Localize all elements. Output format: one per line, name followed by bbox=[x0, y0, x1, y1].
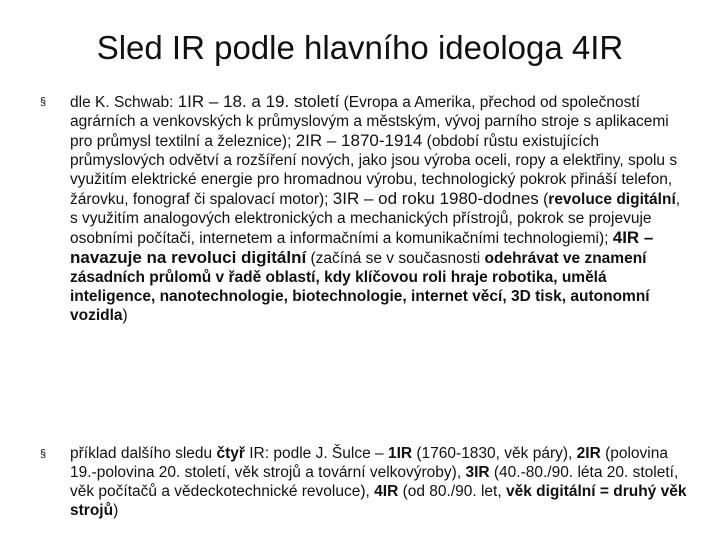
text-segment: příklad dalšího sledu bbox=[70, 445, 217, 462]
text-segment: IR: podle J. Šulce – bbox=[244, 445, 388, 462]
text-segment: 2IR bbox=[576, 445, 601, 462]
text-segment: 1IR – 18. a 19. století bbox=[177, 92, 340, 111]
bullet-marker-icon: § bbox=[40, 448, 47, 460]
text-segment: (od 80./90. let, bbox=[398, 483, 506, 500]
text-segment: 4IR – navazuje na revoluci digitální bbox=[70, 228, 654, 267]
text-segment: (polovina 19.-polovina 20. století, věk strojů a tovární velkovýroby), bbox=[70, 445, 668, 481]
text-segment: (1760-1830, věk páry), bbox=[412, 445, 577, 462]
bullet-text bbox=[70, 92, 690, 325]
text-segment: (40.-80./90. léta 20. století, věk počítačů a vědeckotechnické revoluce), bbox=[70, 464, 679, 500]
text-segment: 1IR bbox=[387, 445, 413, 462]
bullet-item-schwab bbox=[40, 92, 690, 325]
text-segment: , s využitím analogových elektronických a mechanických přístrojů, pokrok se projevuje osobními počítači, internetem a informačními a komunikačními technologiemi); bbox=[70, 191, 681, 247]
text-segment: ) bbox=[122, 307, 128, 324]
text-segment: 2IR – 1870-1914 bbox=[295, 131, 423, 150]
bullet-item-sulc bbox=[40, 444, 690, 520]
text-segment: (začíná se v současnosti bbox=[306, 250, 485, 267]
slide-title: Sled IR podle hlavního ideologa 4IR bbox=[96, 29, 624, 66]
text-segment: ( bbox=[538, 191, 549, 208]
text-segment: dle K. Schwab: bbox=[70, 94, 178, 111]
bullet-text bbox=[70, 444, 690, 520]
text-segment: (období růstu existujících průmyslových odvětví a rozšíření nových, jako jsou výroba oceli, ropy a elektřiny, spolu s využitím elektrické energie pro hromadnou výrobu, technologický pokrok přináší telefon, žárovku, fonograf či spalovací motor); bbox=[70, 133, 678, 208]
text-segment: odehrávat ve znamení zásadních průlomů v řadě oblastí, kdy klíčovou roli hraje robotika, umělá inteligence, nanotechnologie, biotechnologie, internet věcí, 3D tisk, autonomní vozidla bbox=[70, 250, 650, 324]
bullet-marker-icon: § bbox=[40, 96, 47, 108]
text-segment: ) bbox=[113, 502, 119, 519]
text-segment: 3IR – od roku 1980-dodnes bbox=[332, 189, 539, 208]
text-segment: věk digitální = druhý věk strojů bbox=[70, 483, 687, 519]
text-segment: 4IR bbox=[374, 483, 399, 500]
text-segment: (Evropa a Amerika, přechod od společností agrárních a venkovských k průmyslovým a městským, vývoj parního stroje s aplikacemi pro průmysl textilní a železnice); bbox=[70, 94, 669, 150]
text-segment: revoluce digitální bbox=[548, 191, 676, 208]
text-segment: 3IR bbox=[465, 464, 490, 481]
text-segment: čtyř bbox=[216, 445, 245, 462]
